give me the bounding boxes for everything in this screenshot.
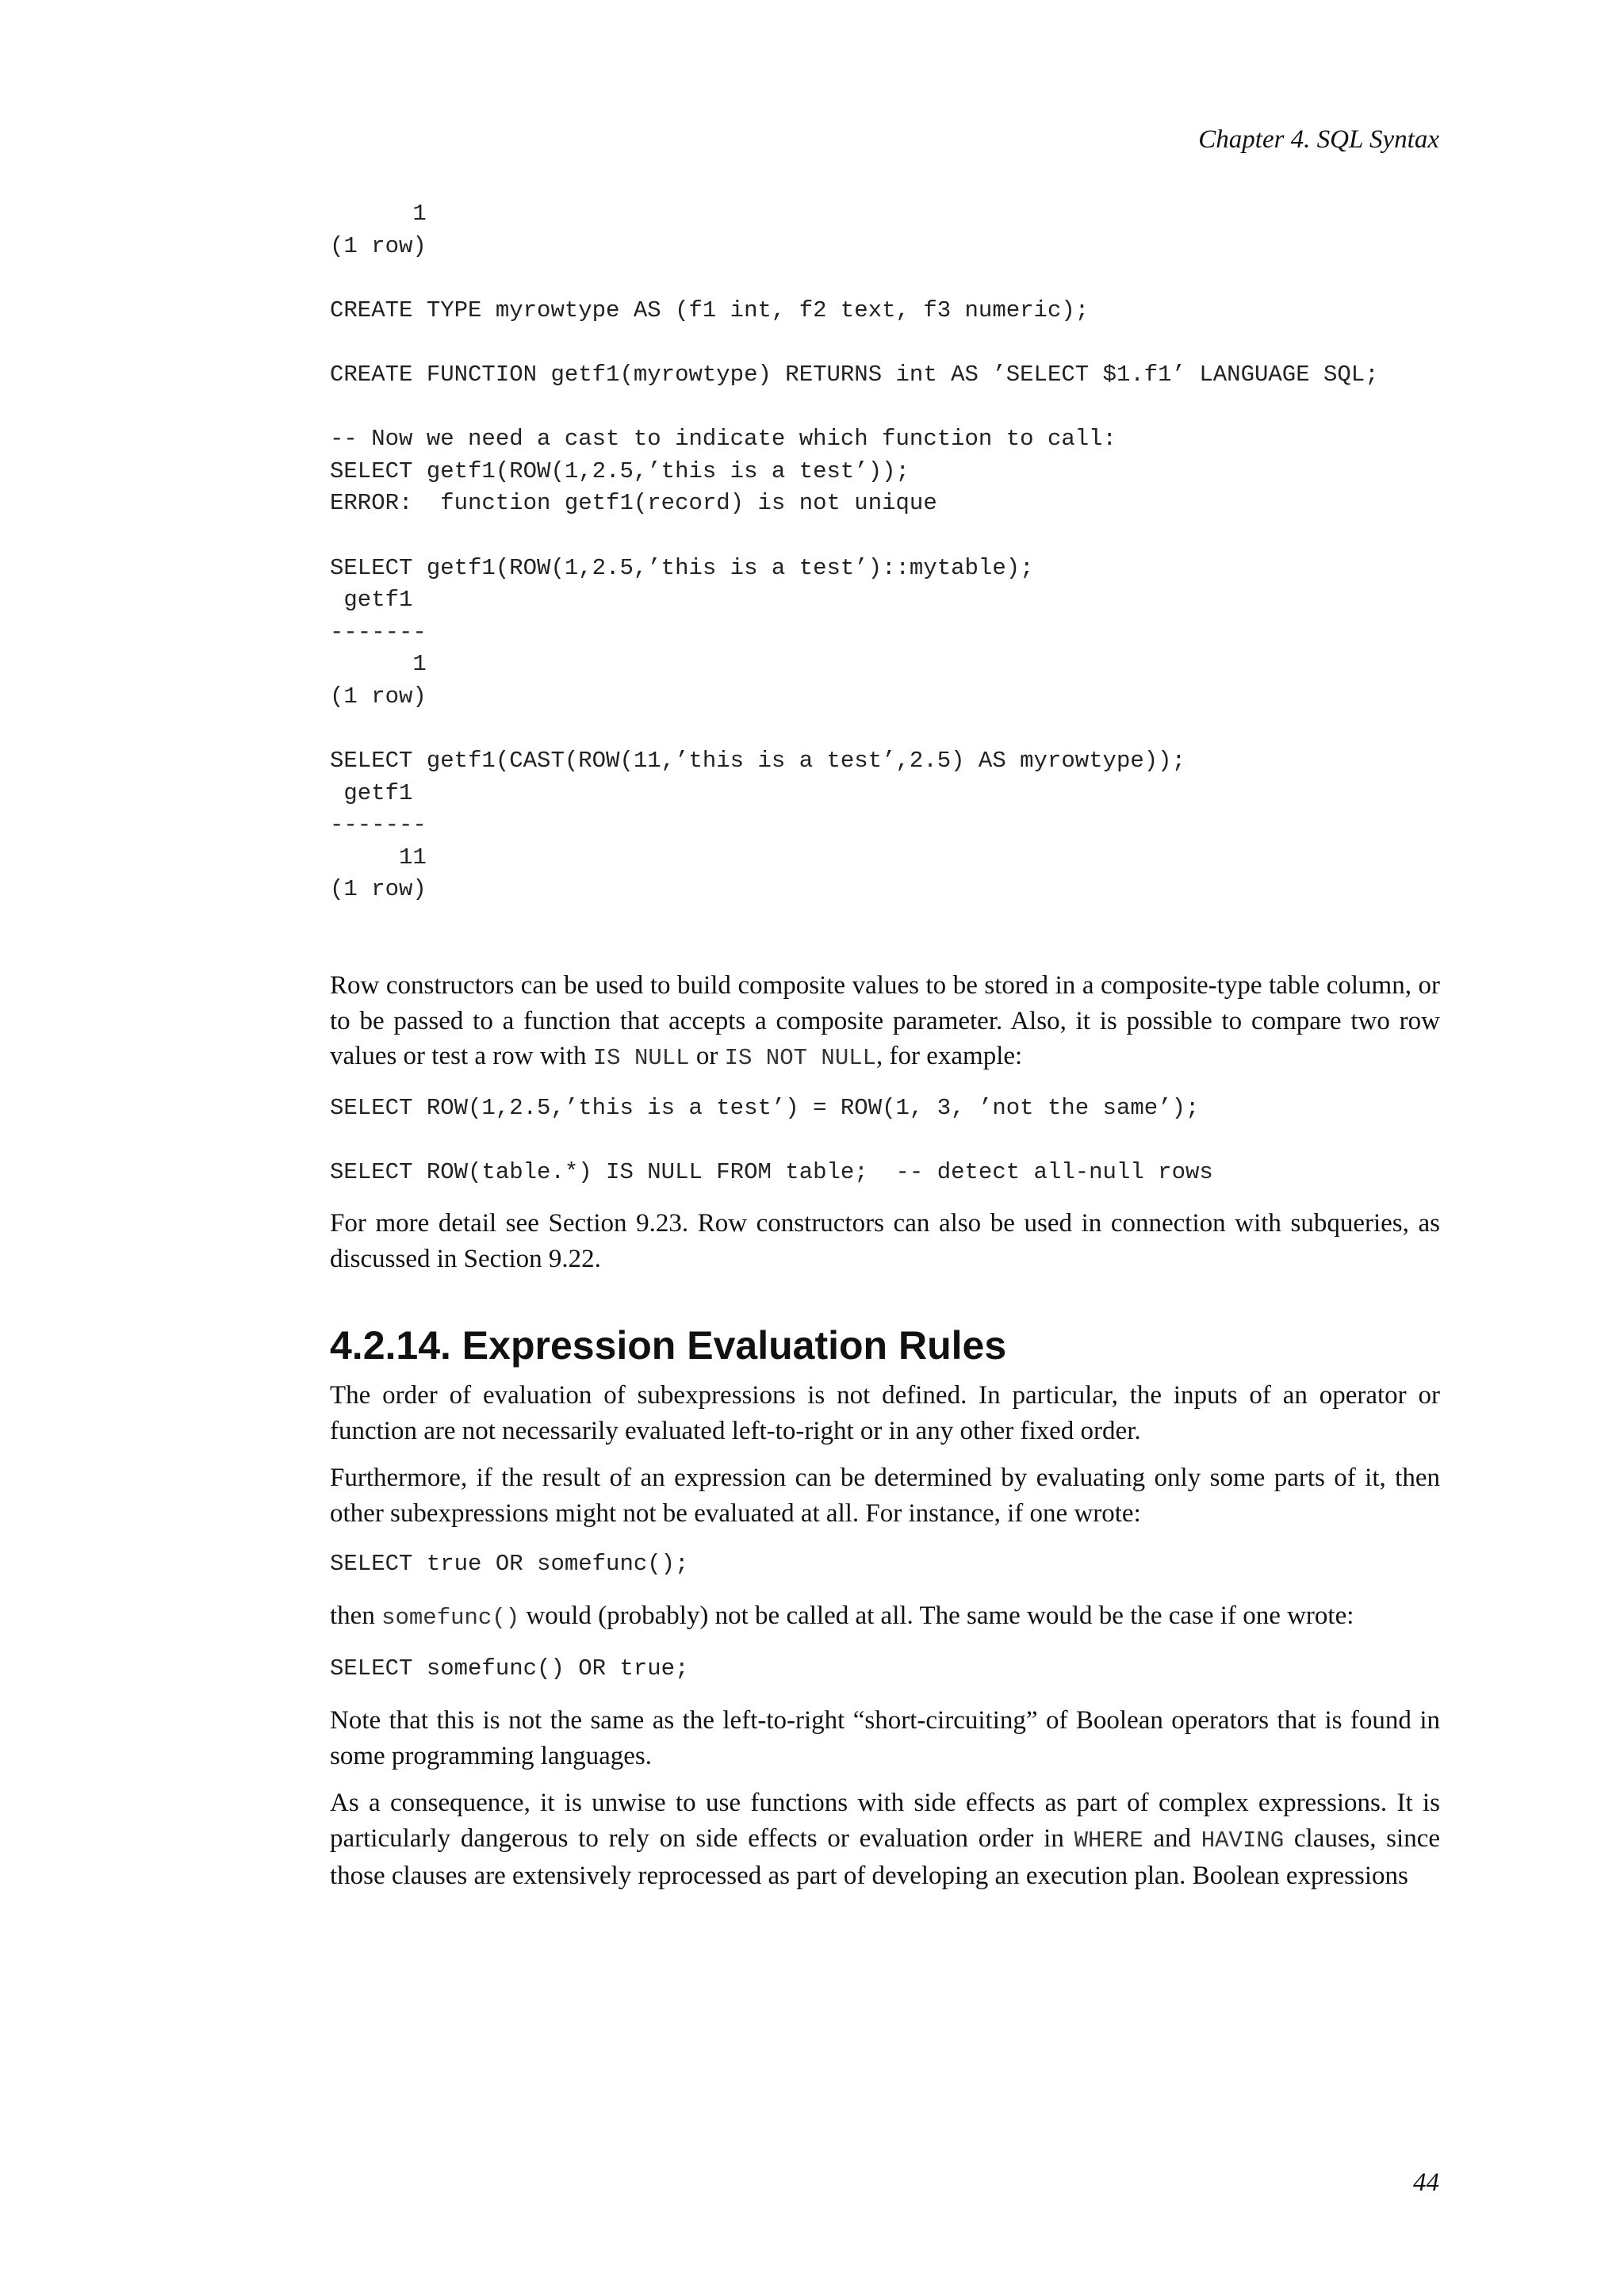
- inline-code-where: WHERE: [1074, 1827, 1143, 1854]
- code-block-somefunc-or: SELECT somefunc() OR true;: [330, 1655, 689, 1682]
- para-text: As a consequence, it is unwise to use functions with side effects as part of complex expressions. It is particularly dangerous to rely on side effects or evaluation order in: [330, 1789, 1440, 1853]
- para-text: , for example:: [876, 1042, 1023, 1071]
- page-content: [330, 198, 1440, 1894]
- para-text: would (probably) not be called at all. The same would be the case if one wrote:: [519, 1601, 1354, 1630]
- chapter-header: Chapter 4. SQL Syntax: [1198, 125, 1439, 154]
- paragraph-then-somefunc: [330, 1598, 1440, 1636]
- paragraph-furthermore: Furthermore, if the result of an expression can be determined by evaluating only some parts of it, then other subexpressions might not be evaluated at all. For instance, if one wrote:: [330, 1464, 1440, 1528]
- code-block-true-or: SELECT true OR somefunc();: [330, 1551, 689, 1578]
- inline-code-is-null: IS NULL: [592, 1045, 690, 1072]
- para-text: then: [330, 1601, 382, 1630]
- paragraph-more-detail: For more detail see Section 9.23. Row constructors can also be used in connection with subqueries, as discussed in Section 9.22.: [330, 1209, 1440, 1273]
- paragraph-short-circuiting: Note that this is not the same as the left-to-right “short-circuiting” of Boolean operators that is found in some programming languages.: [330, 1706, 1440, 1770]
- paragraph-row-constructors: [330, 968, 1440, 1077]
- inline-code-is-not-null: IS NOT NULL: [724, 1045, 877, 1072]
- page-number: 44: [1413, 2168, 1439, 2197]
- paragraph-side-effects: [330, 1785, 1440, 1894]
- section-title: 4.2.14. Expression Evaluation Rules: [330, 1323, 1007, 1368]
- para-text: and: [1143, 1823, 1201, 1853]
- paragraph-order-of-evaluation: The order of evaluation of subexpressions is not defined. In particular, the inputs of an operator or function are not necessarily evaluated left-to-right or in any other fixed order.: [330, 1381, 1440, 1445]
- code-block-examples: 1 (1 row) CREATE TYPE myrowtype AS (f1 int, f2 text, f3 numeric); CREATE FUNCTION getf1(myrowtype) RETURNS int AS ’SELECT $1.f1’ LANGUAGE SQL; -- Now we need a cast to indicate which function to call: SELECT getf1(ROW(1,2.5,’this is a test’)); ERROR: function getf1(record) is not unique SELECT getf1(ROW(1,2.5,’this is a test’)::mytable); getf1 ------- 1 (1 row) SELECT getf1(CAST(ROW(11,’this is a test’,2.5) AS myrowtype)); getf1 ------- 11 (1 row): [330, 201, 1379, 903]
- inline-code-having: HAVING: [1201, 1827, 1285, 1854]
- para-text: Row constructors can be used to build composite values to be stored in a composite-type table column, or to be passed to a function that accepts a composite parameter. Also, it is possible to compare two row values or test a row with: [330, 971, 1440, 1071]
- para-text: or: [689, 1042, 725, 1071]
- code-block-row-compare: SELECT ROW(1,2.5,’this is a test’) = ROW(1, 3, ’not the same’); SELECT ROW(table.*) IS NULL FROM table; -- detect all-null rows: [330, 1094, 1213, 1185]
- para-text: clauses, since those clauses are extensively reprocessed as part of developing an execution plan. Boolean expressions: [330, 1823, 1440, 1891]
- inline-code-somefunc: somefunc(): [381, 1604, 520, 1631]
